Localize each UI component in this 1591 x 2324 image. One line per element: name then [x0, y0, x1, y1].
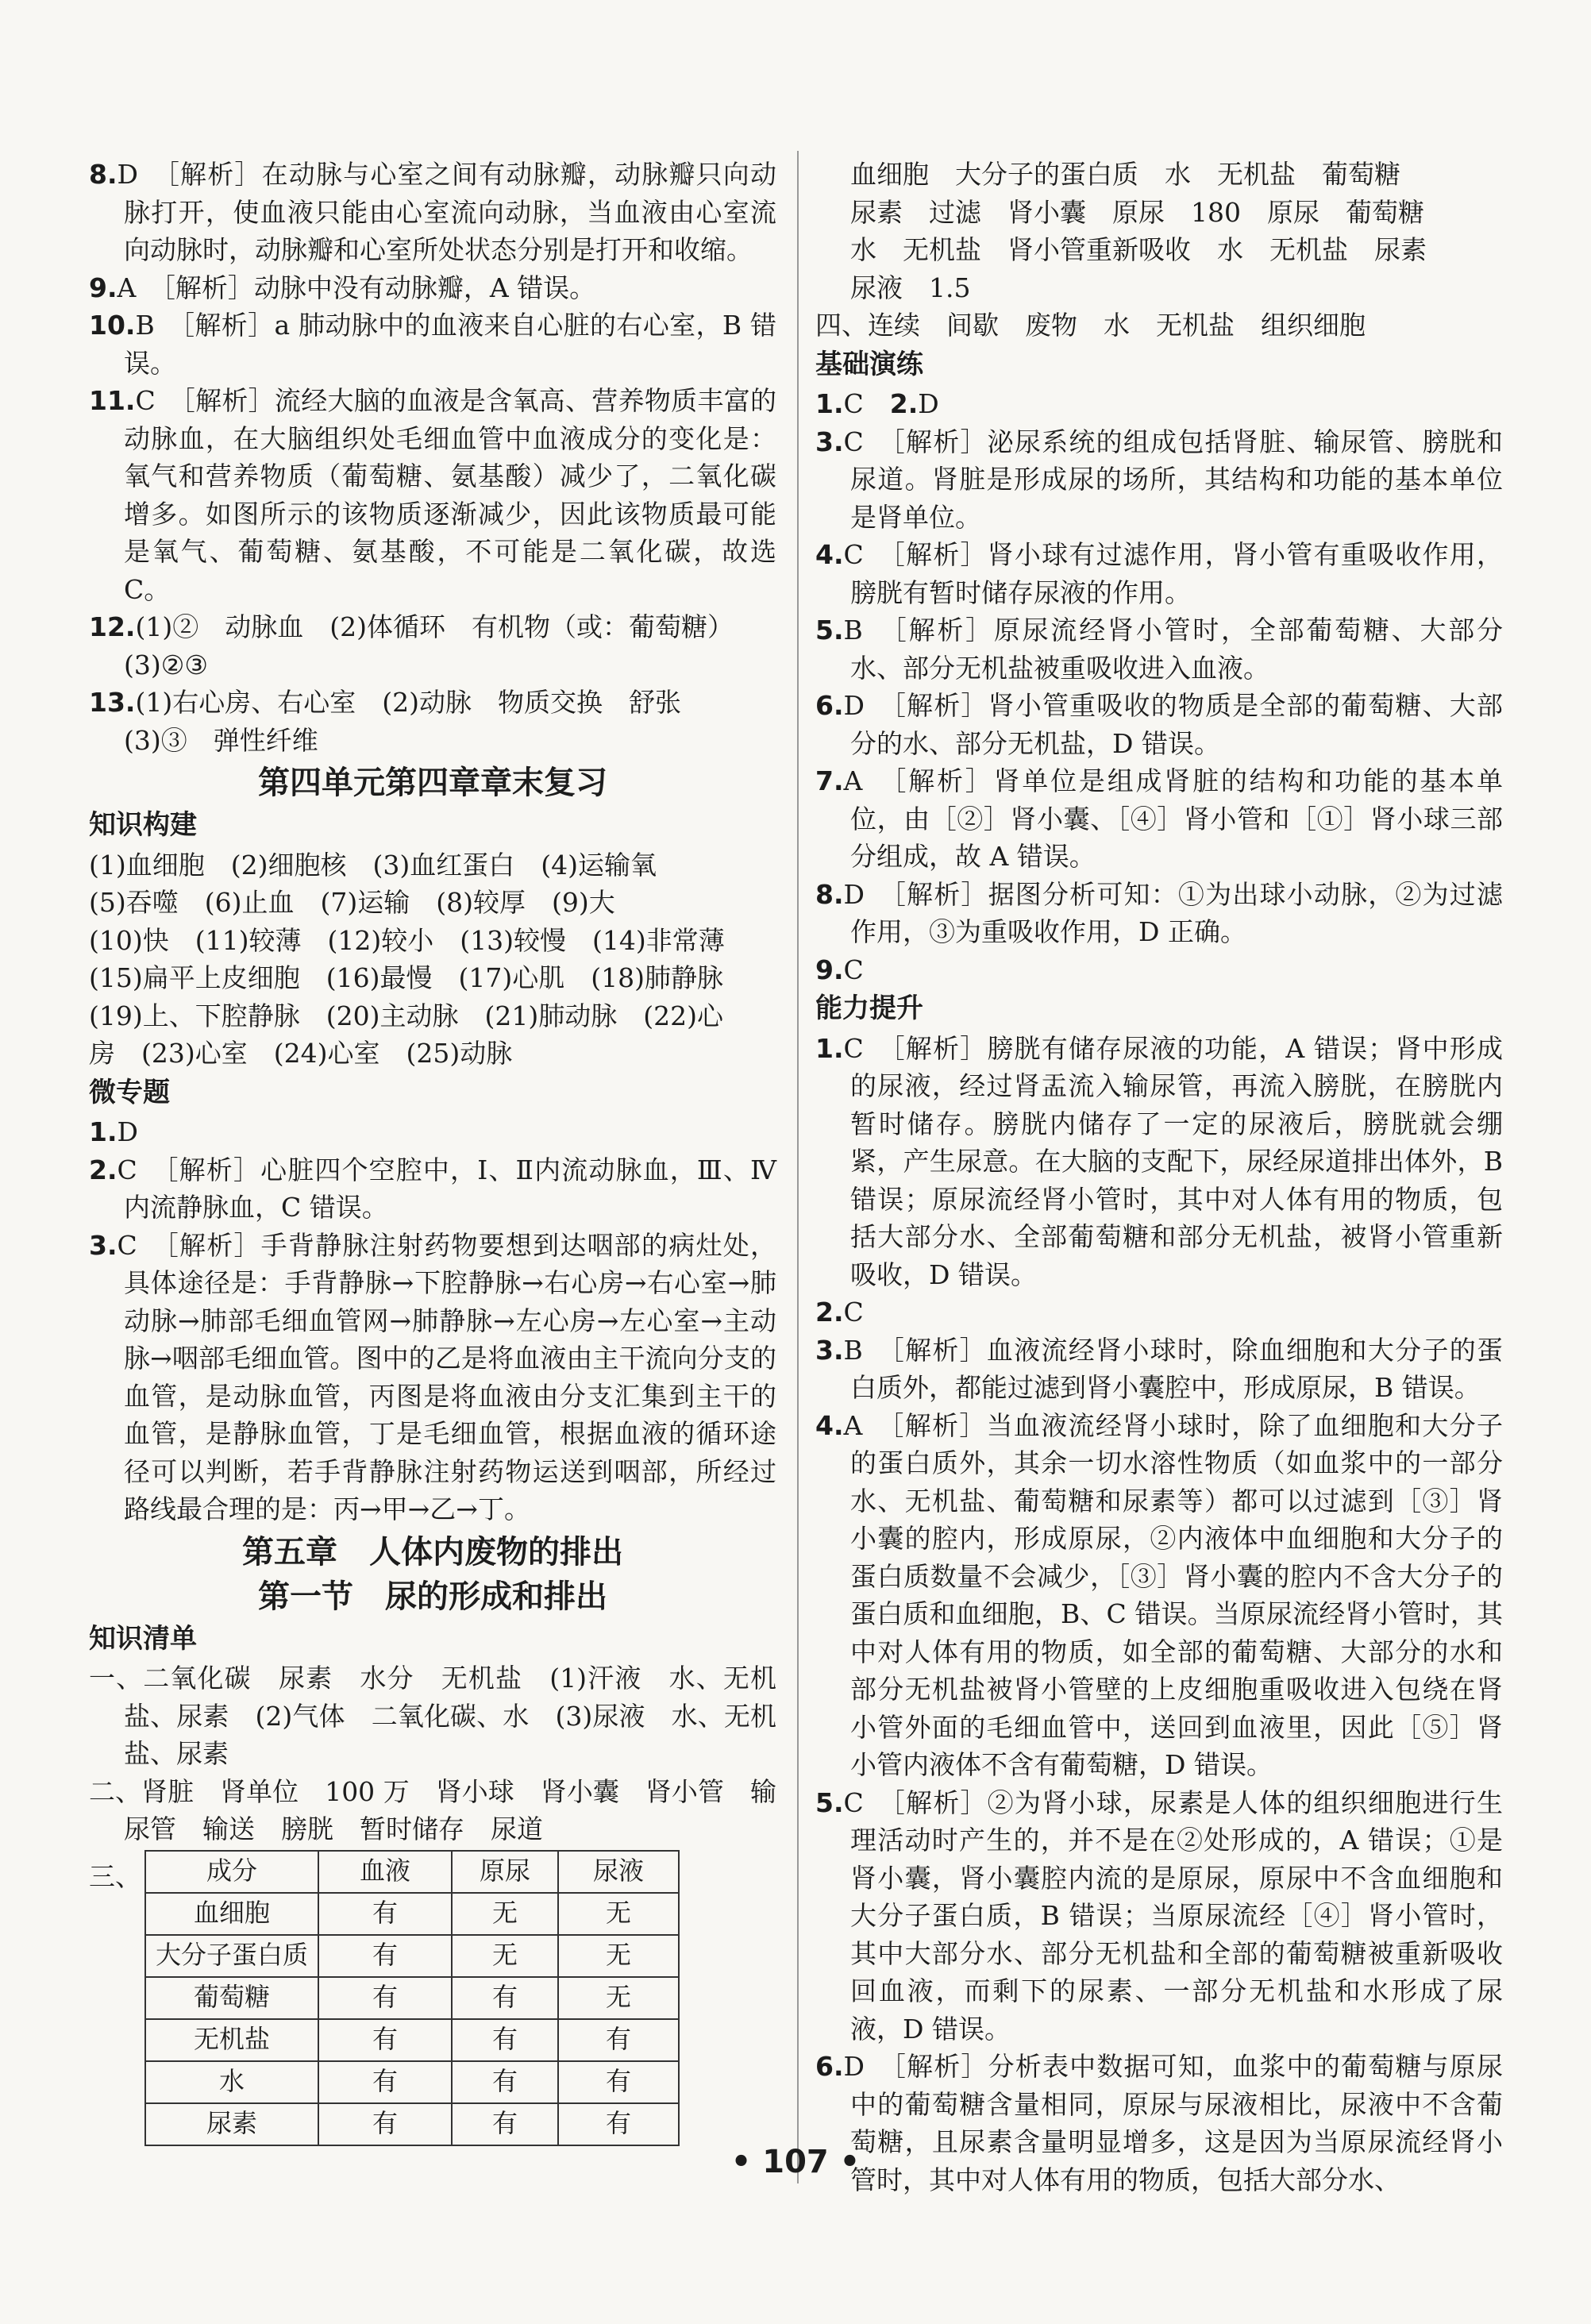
comparison-table-block	[89, 1850, 776, 2146]
table-row	[145, 1977, 679, 2019]
review-title: 第四单元第四章章末复习	[258, 765, 607, 801]
knowledge-line: 房 (23)心室 (24)心室 (25)动脉	[89, 1038, 513, 1069]
table-row	[145, 1893, 679, 1935]
basic-answer-6: 6.D ［解析］肾小管重吸收的物质是全部的葡萄糖、大部分的水、部分无机盐，D 错误。	[815, 690, 1503, 759]
basic-answer-5: 5.B ［解析］原尿流经肾小管时，全部葡萄糖、大部分水、部分无机盐被重吸收进入血液。	[815, 615, 1503, 684]
knowledge-heading: 知识构建	[89, 809, 197, 841]
table-cell: 血细胞	[145, 1893, 318, 1935]
answer-11: 11.C ［解析］流经大脑的血液是含氧高、营养物质丰富的动脉血，在大脑组织处毛细血管中血液成分的变化是：氧气和营养物质（葡萄糖、氨基酸）减少了，二氧化碳增多。如图所示的该物质逐渐减少，因此该物质最可能是氧气、葡萄糖、氨基酸，不可能是二氧化碳，故选 C。	[89, 385, 776, 605]
table-header: 血液	[318, 1851, 452, 1893]
basic-answer-9: 9.C	[815, 954, 864, 985]
table-cell: 有	[452, 2019, 558, 2061]
table-cell: 无机盐	[145, 2019, 318, 2061]
micro-topic-heading: 微专题	[89, 1076, 170, 1108]
knowledge-line: (10)快 (11)较薄 (12)较小 (13)较慢 (14)非常薄	[89, 924, 725, 956]
list-item-1: 一、二氧化碳 尿素 水分 无机盐 (1)汗液 水、无机盐、尿素 (2)气体 二氧化碳、水 (3)尿液 水、无机盐、尿素	[89, 1663, 776, 1769]
table-cell: 有	[452, 1977, 558, 2019]
list-item-3-cont: 血细胞 大分子的蛋白质 水 无机盐 葡萄糖	[850, 159, 1400, 190]
table-cell: 有	[452, 2061, 558, 2103]
list-item-4: 四、连续 间歇 废物 水 无机盐 组织细胞	[815, 310, 1366, 341]
table-header-row	[145, 1851, 679, 1893]
table-cell: 有	[318, 1977, 452, 2019]
knowledge-line: (1)血细胞 (2)细胞核 (3)血红蛋白 (4)运输氧	[89, 849, 657, 881]
list-item-3-label: 三、	[89, 1860, 141, 1892]
answer-9: 9.A ［解析］动脉中没有动脉瓣，A 错误。	[89, 272, 596, 303]
table-cell: 无	[452, 1893, 558, 1935]
ability-answer-5: 5.C ［解析］②为肾小球，尿素是人体的组织细胞进行生理活动时产生的，并不是在②处形成的，A 错误；①是肾小囊，肾小囊腔内流的是原尿，原尿中不含血细胞和大分子蛋白质，B 错误；当原尿流经［④］肾小管时，其中大部分水、部分无机盐和全部的葡萄糖被重新吸收回血液，而剩下的尿素、一部分无机盐和水形成了尿液，D 错误。	[815, 1786, 1503, 2045]
answer-12: 12.(1)② 动脉血 (2)体循环 有机物（或：葡萄糖）	[89, 611, 734, 642]
basic-answer-7: 7.A ［解析］肾单位是组成肾脏的结构和功能的基本单位，由［②］肾小囊、［④］肾小管和［①］肾小球三部分组成，故 A 错误。	[815, 765, 1503, 872]
list-item-3-cont: 尿液 1.5	[850, 272, 971, 303]
table-row	[145, 1935, 679, 1977]
basic-practice-heading: 基础演练	[815, 348, 923, 380]
table-header: 成分	[145, 1851, 318, 1893]
column-divider	[797, 151, 799, 2183]
basic-answer-3: 3.C ［解析］泌尿系统的组成包括肾脏、输尿管、膀胱和尿道。肾脏是形成尿的场所，其结构和功能的基本单位是肾单位。	[815, 426, 1503, 533]
ability-answer-1: 1.C ［解析］膀胱有储存尿液的功能，A 错误；肾中形成的尿液，经过肾盂流入输尿管，再流入膀胱，在膀胱内暂时储存。膀胱内储存了一定的尿液后，膀胱就会绷紧，产生尿意。在大脑的支配下，尿经尿道排出体外，B 错误；原尿流经肾小管时，其中对人体有用的物质，包括大部分水、全部葡萄糖和部分无机盐，被肾小管重新吸收，D 错误。	[815, 1032, 1503, 1290]
table-cell: 无	[558, 1935, 679, 1977]
table-cell: 有	[318, 2019, 452, 2061]
answer-12-cont: (3)②③	[124, 649, 208, 680]
ability-answer-3: 3.B ［解析］血液流经肾小球时，除血细胞和大分子的蛋白质外，都能过滤到肾小囊腔中，形成原尿，B 错误。	[815, 1334, 1503, 1403]
table-cell: 有	[558, 2019, 679, 2061]
table-cell: 无	[558, 1977, 679, 2019]
composition-table	[144, 1850, 680, 2146]
basic-answer-1-2: 1.C 2.D	[815, 388, 939, 419]
ability-answer-4: 4.A ［解析］当血液流经肾小球时，除了血细胞和大分子的蛋白质外，其余一切水溶性物质（如血浆中的一部分水、无机盐、葡萄糖和尿素等）都可以过滤到［③］肾小囊的腔内，形成原尿，②内液体中血细胞和大分子的蛋白质数量不会减少，［③］肾小囊的腔内不含大分子的蛋白质和血细胞，B、C 错误。当原尿流经肾小管时，其中对人体有用的物质，如全部的葡萄糖、大部分的水和部分无机盐被肾小管壁的上皮细胞重吸收进入包绕在肾小管外面的毛细血管中，送回到血液里，因此［⑤］肾小管内液体不含有葡萄糖，D 错误。	[815, 1409, 1503, 1780]
table-cell: 有	[452, 2103, 558, 2145]
list-item-3-cont: 水 无机盐 肾小管重新吸收 水 无机盐 尿素	[850, 234, 1427, 265]
page-number: • 107 •	[730, 2144, 861, 2180]
table-cell: 有	[558, 2103, 679, 2145]
table-cell: 葡萄糖	[145, 1977, 318, 2019]
knowledge-line: (5)吞噬 (6)止血 (7)运输 (8)较厚 (9)大	[89, 887, 615, 918]
left-column	[89, 156, 776, 2146]
list-heading: 知识清单	[89, 1622, 197, 1655]
table-cell: 有	[558, 2061, 679, 2103]
chapter-title: 第五章 人体内废物的排出	[242, 1533, 623, 1571]
table-row	[145, 2019, 679, 2061]
list-item-3-cont: 尿素 过滤 肾小囊 原尿 180 原尿 葡萄糖	[850, 196, 1424, 228]
section-title: 第一节 尿的形成和排出	[258, 1578, 607, 1615]
knowledge-line: (15)扁平上皮细胞 (16)最慢 (17)心肌 (18)肺静脉	[89, 962, 723, 993]
table-cell: 大分子蛋白质	[145, 1935, 318, 1977]
answer-13-cont: (3)③ 弹性纤维	[124, 724, 318, 756]
right-column	[815, 156, 1503, 2199]
basic-answer-8: 8.D ［解析］据图分析可知：①为出球小动脉，②为过滤作用，③为重吸收作用，D 正确。	[815, 878, 1503, 947]
ability-answer-6: 6.D ［解析］分析表中数据可知，血浆中的葡萄糖与原尿中的葡萄糖含量相同，原尿与尿液相比，尿液中不含葡萄糖，且尿素含量明显增多，这是因为当原尿流经肾小管时，其中对人体有用的物质，包括大部分水、	[815, 2051, 1503, 2195]
table-cell: 有	[318, 1935, 452, 1977]
answer-13: 13.(1)右心房、右心室 (2)动脉 物质交换 舒张	[89, 687, 681, 718]
basic-answer-4: 4.C ［解析］肾小球有过滤作用，肾小管有重吸收作用，膀胱有暂时储存尿液的作用。	[815, 539, 1503, 608]
table-cell: 无	[452, 1935, 558, 1977]
table-cell: 无	[558, 1893, 679, 1935]
table-header: 尿液	[558, 1851, 679, 1893]
micro-answer-3: 3.C ［解析］手背静脉注射药物要想到达咽部的病灶处，具体途径是：手背静脉→下腔静脉→右心房→右心室→肺动脉→肺部毛细血管网→肺静脉→左心房→左心室→主动脉→咽部毛细血管。图中的乙是将血液由主干流向分支的血管，是动脉血管，丙图是将血液由分支汇集到主干的血管，是静脉血管，丁是毛细血管，根据血液的循环途径可以判断，若手背静脉注射药物运送到咽部，所经过路线最合理的是：丙→甲→乙→丁。	[89, 1229, 776, 1524]
table-row	[145, 2103, 679, 2145]
answer-10: 10.B ［解析］a 肺动脉中的血液来自心脏的右心室，B 错误。	[89, 310, 776, 379]
list-item-2: 二、肾脏 肾单位 100 万 肾小球 肾小囊 肾小管 输尿管 输送 膀胱 暂时储存 尿道	[89, 1775, 776, 1844]
table-header: 原尿	[452, 1851, 558, 1893]
knowledge-line: (19)上、下腔静脉 (20)主动脉 (21)肺动脉 (22)心	[89, 1000, 723, 1031]
answer-8: 8.D ［解析］在动脉与心室之间有动脉瓣，动脉瓣只向动脉打开，使血液只能由心室流向动脉，当血液由心室流向动脉时，动脉瓣和心室所处状态分别是打开和收缩。	[89, 159, 776, 265]
table-cell: 有	[318, 1893, 452, 1935]
table-cell: 尿素	[145, 2103, 318, 2145]
table-cell: 水	[145, 2061, 318, 2103]
table-cell: 有	[318, 2103, 452, 2145]
micro-answer-1: 1.D	[89, 1116, 138, 1147]
micro-answer-2: 2.C ［解析］心脏四个空腔中，Ⅰ、Ⅱ内流动脉血，Ⅲ、Ⅳ内流静脉血，C 错误。	[89, 1154, 776, 1223]
ability-heading: 能力提升	[815, 992, 923, 1024]
ability-answer-2: 2.C	[815, 1297, 864, 1328]
table-row	[145, 2061, 679, 2103]
table-cell: 有	[318, 2061, 452, 2103]
